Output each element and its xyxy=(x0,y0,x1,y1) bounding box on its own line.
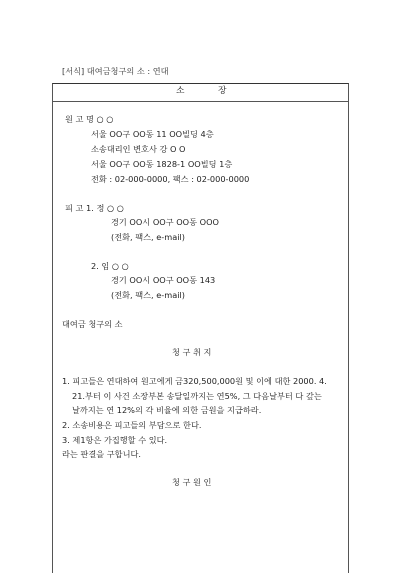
plaintiff-attorney: 소송대리인 변호사 강 O O xyxy=(91,144,186,154)
document-title-left: 소 xyxy=(176,86,185,96)
defendant-2-address: 경기 OO시 OO구 OO동 143 xyxy=(111,275,216,285)
claim-cause-heading: 청 구 원 인 xyxy=(172,477,212,487)
title-divider xyxy=(52,101,349,102)
defendant-1-address: 경기 OO시 OO구 OO동 OOO xyxy=(111,217,219,227)
document-title-right: 장 xyxy=(218,86,227,96)
defendant-1-contact: (전화, 팩스, e-mail) xyxy=(111,232,185,242)
plaintiff-name: 원 고 명 ○ ○ xyxy=(65,114,114,124)
claim-line-3: 날까지는 연 12%의 각 비율에 의한 금원을 지급하라. xyxy=(72,405,262,415)
claim-line-5: 3. 제1항은 가집행할 수 있다. xyxy=(62,435,168,445)
defendant-2-name: 2. 임 ○ ○ xyxy=(91,261,129,271)
plaintiff-contact: 전화 : 02-000-0000, 팩스 : 02-000-0000 xyxy=(91,174,250,184)
judgment-request: 라는 판결을 구합니다. xyxy=(62,449,141,459)
form-caption: [서식] 대여금청구의 소 : 연대 xyxy=(62,66,169,76)
case-name: 대여금 청구의 소 xyxy=(62,319,123,329)
claim-line-1: 1. 피고들은 연대하여 원고에게 금320,500,000원 및 이에 대한 2000. 4. xyxy=(62,376,327,386)
plaintiff-address: 서울 OO구 OO동 11 OO빌딩 4층 xyxy=(91,129,214,139)
defendant-2-contact: (전화, 팩스, e-mail) xyxy=(111,290,185,300)
plaintiff-attorney-address: 서울 OO구 OO동 1828-1 OO빌딩 1층 xyxy=(91,159,233,169)
claim-purpose-heading: 청 구 취 지 xyxy=(172,347,212,357)
claim-line-4: 2. 소송비용은 피고들의 부담으로 한다. xyxy=(62,420,202,430)
claim-line-2: 21.부터 이 사건 소장부본 송달일까지는 연5%, 그 다음날부터 다 갚는 xyxy=(72,391,322,401)
defendant-1-name: 피 고 1. 정 ○ ○ xyxy=(65,203,124,213)
